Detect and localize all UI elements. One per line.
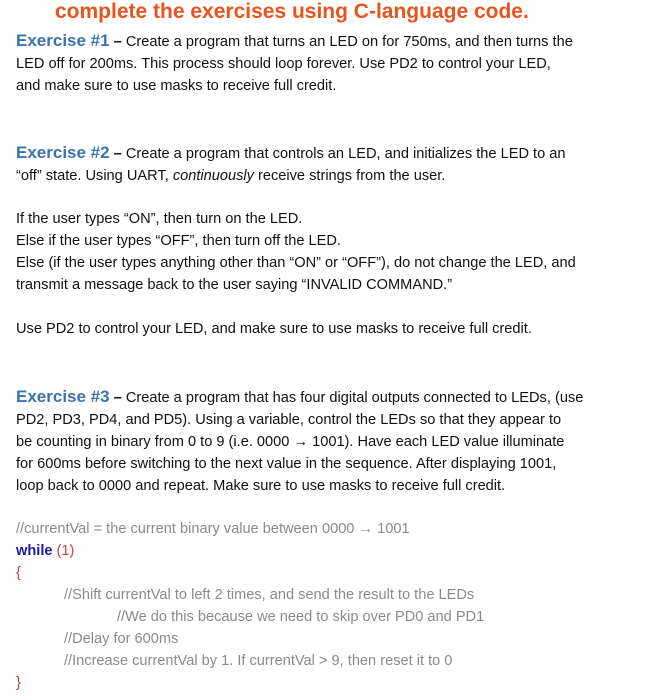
exercise-3-dash: – [109, 390, 126, 406]
exercise-3-title: Exercise #3 [16, 387, 110, 406]
exercise-2-conditions [16, 208, 658, 296]
closing-line: Use PD2 to control your LED, and make sure to use masks to receive full credit. [16, 321, 532, 337]
exercise-3 [16, 386, 658, 497]
condition-line: transmit a message back to the user saying “INVALID COMMAND.” [16, 277, 453, 293]
exercise-1-title: Exercise #1 [16, 31, 110, 50]
exercise-2-title: Exercise #2 [16, 143, 110, 162]
code-block [16, 518, 658, 694]
exercise-2-text-line: Create a program that controls an LED, and initializes the LED to an [125, 146, 566, 162]
exercise-2-closing [16, 318, 658, 340]
code-paren: ( [52, 543, 62, 559]
exercise-3-text-line: for 600ms before switching to the next value in the sequence. After displaying 1001, [16, 456, 557, 472]
exercise-1-text-line: LED off for 200ms. This process should loop forever. Use PD2 to control your LED, [16, 56, 551, 72]
exercise-1-text-line: and make sure to use masks to receive full credit. [16, 78, 337, 94]
exercise-2-text-line [16, 165, 658, 187]
exercise-2-dash: – [109, 146, 126, 162]
code-body-comment: //Shift currentVal to left 2 times, and send the result to the LEDs [64, 587, 475, 603]
condition-line: If the user types “ON”, then turn on the LED. [16, 211, 303, 227]
exercise-3-text-line: loop back to 0000 and repeat. Make sure to use masks to receive full credit. [16, 478, 506, 494]
condition-line: Else if the user types “OFF”, then turn off the LED. [16, 233, 341, 249]
code-body-comment: //Delay for 600ms [64, 631, 179, 647]
code-brace-close: } [16, 675, 21, 691]
exercise-3-text-line: be counting in binary from 0 to 9 (i.e. 0000 → 1001). Have each LED value illuminate [16, 434, 565, 450]
exercise-1 [16, 30, 658, 97]
exercise-1-dash: – [109, 34, 126, 50]
code-comment: //currentVal = the current binary value between 0000 → 1001 [16, 521, 410, 537]
exercise-2-emphasis: continuously [172, 168, 254, 184]
code-body-comment: //We do this because we need to skip over PD0 and PD1 [117, 609, 485, 625]
exercise-2-text-part: “off” state. Using UART, [16, 168, 173, 184]
page-heading: complete the exercises using C-language code. [55, 0, 529, 23]
code-body-comment: //Increase currentVal by 1. If currentVal > 9, then reset it to 0 [64, 653, 453, 669]
exercise-2 [16, 142, 658, 187]
exercise-3-text-line: PD2, PD3, PD4, and PD5). Using a variable, control the LEDs so that they appear to [16, 412, 562, 428]
code-keyword-while: while [16, 543, 53, 559]
exercise-2-text-part: receive strings from the user. [253, 168, 446, 184]
code-brace-open: { [16, 565, 21, 581]
code-condition: 1 [61, 543, 70, 559]
condition-line: Else (if the user types anything other than “ON” or “OFF”), do not change the LED, and [16, 255, 576, 271]
exercise-3-text-line: Create a program that has four digital outputs connected to LEDs, (use [125, 390, 584, 406]
exercise-1-text-line: Create a program that turns an LED on for 750ms, and then turns the [125, 34, 573, 50]
code-paren: ) [69, 543, 75, 559]
code-while-line [16, 540, 658, 562]
